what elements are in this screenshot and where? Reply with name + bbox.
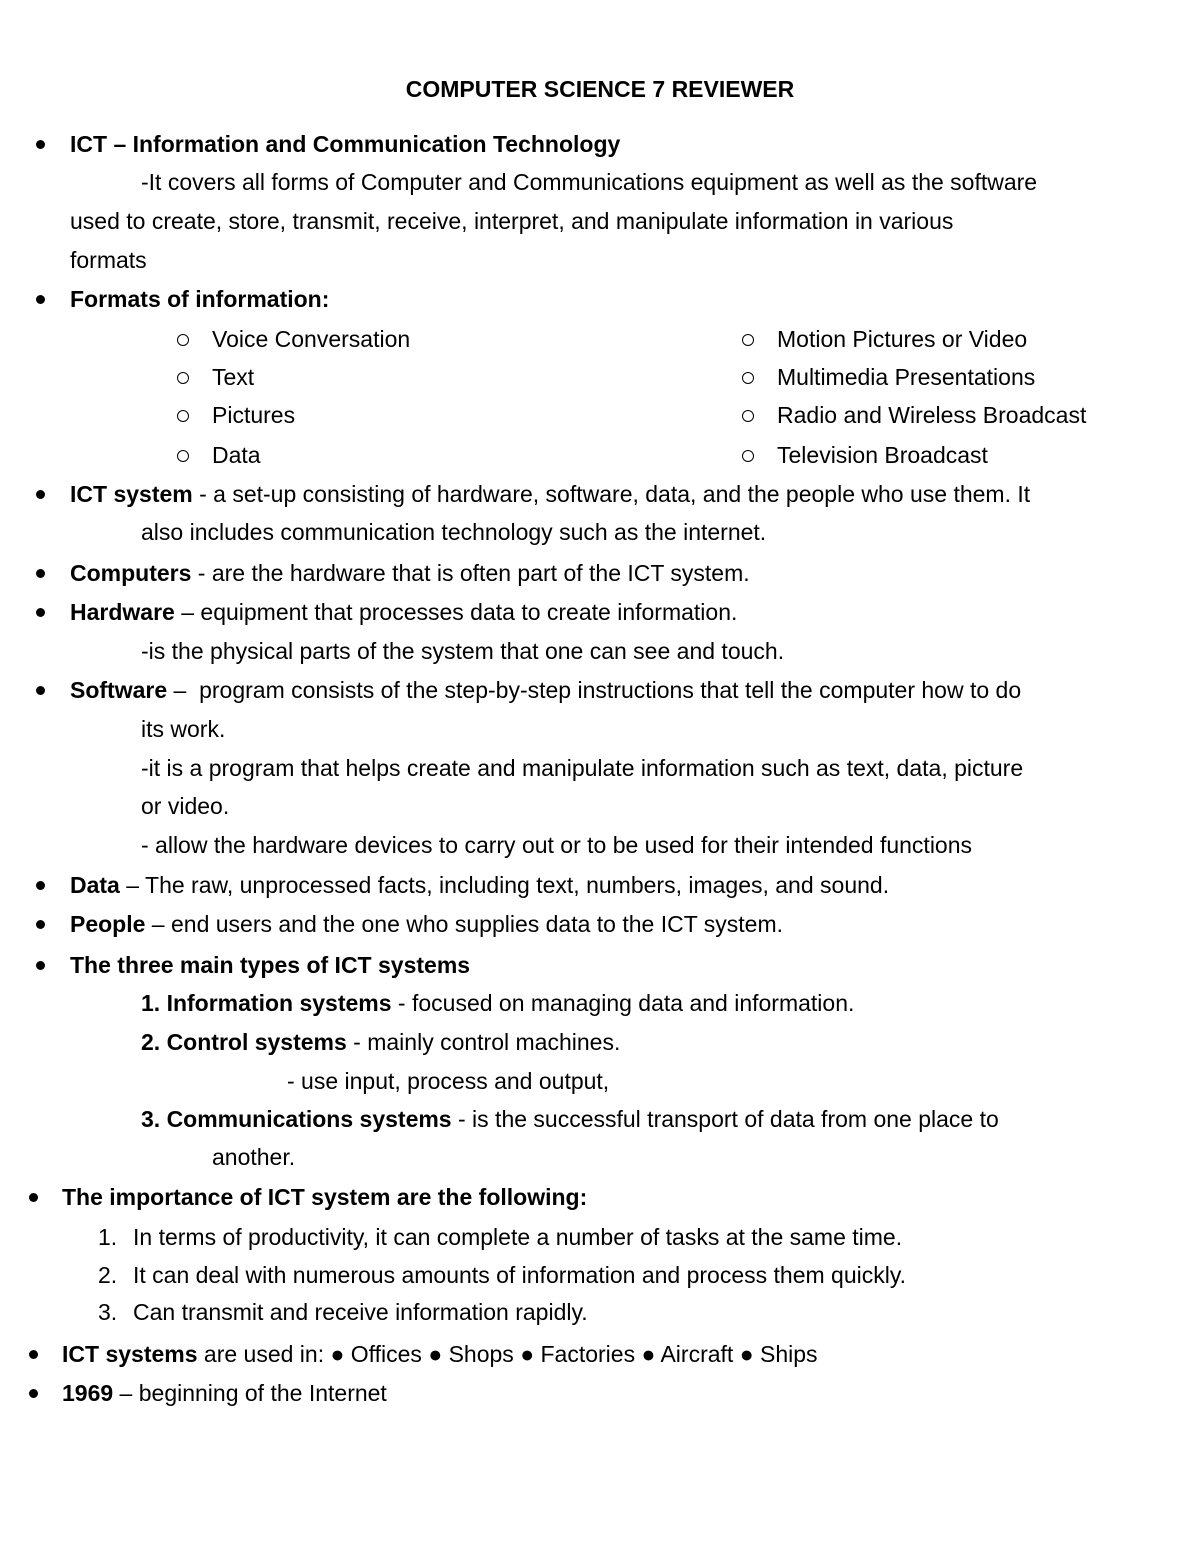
- hardware-line: [70, 597, 737, 627]
- bullet-icon: [36, 961, 45, 970]
- ict-system-line1: [70, 479, 1030, 509]
- software-sub2: or video.: [141, 793, 230, 819]
- definition: - are the hardware that is often part of the ICT system.: [191, 560, 750, 586]
- definition: – beginning of the Internet: [113, 1380, 387, 1406]
- ict-heading: ICT – Information and Communication Technology: [70, 131, 621, 157]
- circle-bullet-icon: [177, 372, 189, 384]
- type-2: [141, 1027, 620, 1057]
- bullet-icon: [36, 608, 45, 617]
- definition: - mainly control machines.: [346, 1029, 621, 1055]
- circle-bullet-icon: [177, 334, 189, 346]
- data-line: [70, 870, 889, 900]
- definition: – The raw, unprocessed facts, including text, numbers, images, and sound.: [119, 872, 890, 898]
- bullet-icon: [29, 1389, 38, 1398]
- circle-bullet-icon: [177, 450, 189, 462]
- bullet-icon: [29, 1350, 38, 1359]
- importance-item: In terms of productivity, it can complete a number of tasks at the same time.: [133, 1224, 903, 1250]
- format-left-item: Pictures: [212, 402, 296, 428]
- types-heading: The three main types of ICT systems: [70, 952, 471, 978]
- importance-num: 1.: [98, 1224, 118, 1250]
- formats-heading: Formats of information:: [70, 286, 330, 312]
- software-line1: [70, 675, 1021, 705]
- software-line2: its work.: [141, 716, 226, 742]
- definition: - a set-up consisting of hardware, software, data, and the people who use them. It: [192, 481, 1031, 507]
- format-right-item: Motion Pictures or Video: [777, 326, 1028, 352]
- bullet-icon: [36, 686, 45, 695]
- ict-desc-line3: formats: [70, 247, 147, 273]
- ict-desc-line1: -It covers all forms of Computer and Communications equipment as well as the software: [141, 169, 1038, 195]
- type-1: [141, 988, 854, 1018]
- definition: - is the successful transport of data from one place to: [451, 1106, 999, 1132]
- importance-item: It can deal with numerous amounts of information and process them quickly.: [133, 1262, 907, 1288]
- definition: – program consists of the step-by-step instructions that tell the computer how to do: [167, 677, 1022, 703]
- circle-bullet-icon: [742, 372, 754, 384]
- bullet-icon: [36, 295, 45, 304]
- software-sub3: - allow the hardware devices to carry out or to be used for their intended functions: [141, 832, 973, 858]
- format-right-item: Television Broadcast: [777, 442, 988, 468]
- importance-heading: The importance of ICT system are the following:: [62, 1184, 588, 1210]
- term: Data: [70, 872, 120, 898]
- importance-num: 2.: [98, 1262, 118, 1288]
- format-left-item: Data: [212, 442, 261, 468]
- bullet-icon: [36, 881, 45, 890]
- term: ICT systems: [62, 1341, 198, 1367]
- format-right-item: Radio and Wireless Broadcast: [777, 402, 1087, 428]
- ict-desc-line2: used to create, store, transmit, receive, interpret, and manipulate information in various: [70, 208, 954, 234]
- circle-bullet-icon: [742, 450, 754, 462]
- circle-bullet-icon: [742, 410, 754, 422]
- definition: are used in: ● Offices ● Shops ● Factories ● Aircraft ● Ships: [197, 1341, 818, 1367]
- people-line: [70, 909, 783, 939]
- term: Hardware: [70, 599, 175, 625]
- term: 2. Control systems: [141, 1029, 347, 1055]
- format-left-item: Text: [212, 364, 255, 390]
- term: Computers: [70, 560, 192, 586]
- term: 3. Communications systems: [141, 1106, 452, 1132]
- importance-item: Can transmit and receive information rapidly.: [133, 1299, 588, 1325]
- bullet-icon: [36, 490, 45, 499]
- format-right-item: Multimedia Presentations: [777, 364, 1036, 390]
- definition: – equipment that processes data to create information.: [174, 599, 738, 625]
- term: 1969: [62, 1380, 114, 1406]
- type-3: [141, 1104, 999, 1134]
- type-3-cont: another.: [212, 1144, 296, 1170]
- used-in-line: [62, 1339, 818, 1369]
- definition: – end users and the one who supplies data to the ICT system.: [145, 911, 783, 937]
- importance-num: 3.: [98, 1299, 118, 1325]
- bullet-icon: [36, 569, 45, 578]
- hardware-sub: -is the physical parts of the system that one can see and touch.: [141, 638, 785, 664]
- definition: - focused on managing data and information.: [391, 990, 855, 1016]
- bullet-icon: [36, 140, 45, 149]
- ict-system-line2: also includes communication technology such as the internet.: [141, 519, 767, 545]
- circle-bullet-icon: [742, 334, 754, 346]
- term: 1. Information systems: [141, 990, 392, 1016]
- internet-line: [62, 1378, 387, 1408]
- bullet-icon: [36, 920, 45, 929]
- term: ICT system: [70, 481, 193, 507]
- type-2-sub: - use input, process and output,: [287, 1068, 610, 1094]
- term: People: [70, 911, 146, 937]
- computers-line: [70, 558, 750, 588]
- bullet-icon: [29, 1193, 38, 1202]
- term: Software: [70, 677, 168, 703]
- format-left-item: Voice Conversation: [212, 326, 411, 352]
- page-title: COMPUTER SCIENCE 7 REVIEWER: [405, 76, 795, 102]
- circle-bullet-icon: [177, 410, 189, 422]
- software-sub1: -it is a program that helps create and manipulate information such as text, data, picture: [141, 755, 1024, 781]
